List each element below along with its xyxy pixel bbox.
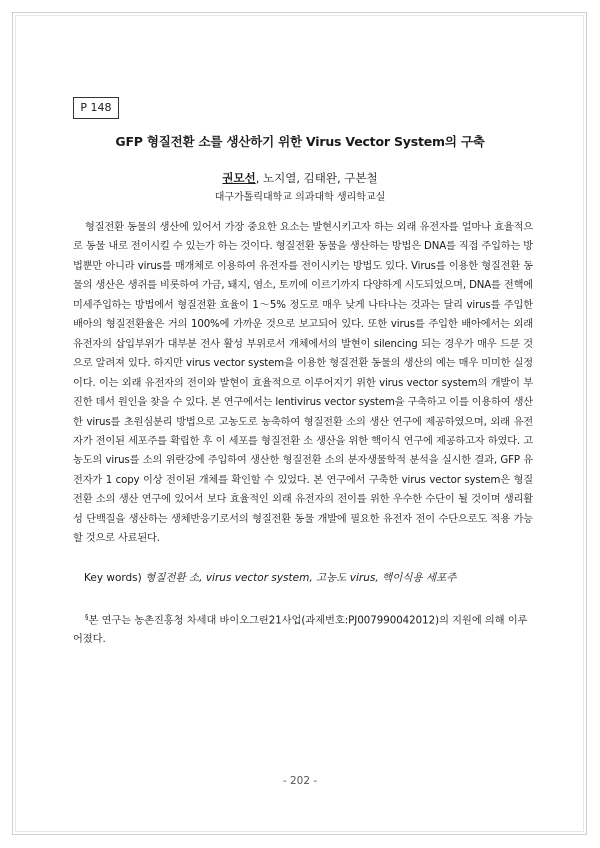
funding-footnote [73,608,533,649]
affiliation: 대구가톨릭대학교 의과대학 생리학교실 [214,192,386,203]
keywords-label: Key words) [84,572,146,584]
keywords-terms: 형질전환 소, virus vector system, 고농도 virus, 핵이식용 세포주 [145,572,457,584]
footnote-text: 본 연구는 농촌진흥청 차세대 바이오그린21사업(과제번호:PJ007990042012)의 지원에 의해 이루어졌다. [73,615,528,646]
co-authors: , 노지열, 김태완, 구본철 [255,171,378,185]
abstract-body: 형질전환 동물의 생산에 있어서 가장 중요한 요소는 발현시키고자 하는 외래 유전자를 얼마나 효율적으로 동물 내로 전이시킬 수 있는가 하는 것이다. 형질전환 동물을 생산하는 방법은 DNA를 직접 주입하는 방법뿐만 아니라 virus를 매개체로 이용하여 유전자를 전이시키는 방법도 있다. Virus를 이용한 형질전환 동물의 생산은 생쥐를 비롯하여 가금, 돼지, 염소, 토끼에 이르기까지 다양하게 시도되었으며, DNA를 전핵에 미세주입하는 방법에서 형질전환 효율이 1～5% 정도로 매우 낮게 나타나는 것과는 달리 virus를 주입한 배아의 형질전환율은 거의 100%에 가까운 것으로 보고되어 있다. 또한 virus를 주입한 배아에서는 외래 유전자의 삽입부위가 대부분 전사 활성 부위로서 개체에서의 발현이 silencing 되는 경우가 매우 드문 것으로 알려져 있다. 하지만 virus vector system을 이용한 형질전환 동물의 생산의 예는 매우 미미한 실정이다. 이는 외래 유전자의 전이와 발현이 효율적으로 이루어지기 위한 virus vector system의 개발이 부진한 데서 원인을 찾을 수 있다. 본 연구에서는 lentivirus vector system을 구축하고 이를 이용하여 생산한 virus를 초원심분리 방법으로 고농도로 농축하여 형질전환 소의 생산 연구에 제공하였으며, 외래 유전자가 전이된 세포주를 확립한 후 이 세포를 형질전환 소 생산을 위한 핵이식 연구에 제공하고자 하였다. 고농도의 virus를 소의 위란강에 주입하여 생산한 형질전환 소의 분자생물학적 분석을 실시한 결과, GFP 유전자가 1 copy 이상 전이된 개체를 확인할 수 있었다. 본 연구에서 구축한 virus vector system은 형질전환 소의 생산 연구에 있어서 보다 효율적인 외래 유전자의 전이를 위한 우수한 수단이 될 것이며 생리활성 단백질을 생산하는 생체반응기로서의 형질전환 동물 개발에 필요한 유전자 전이 수단으로도 적용 가능할 것으로 사료된다. [73,222,533,545]
paper-title: GFP 형질전환 소를 생산하기 위한 Virus Vector System의 구축 [115,134,485,149]
footnote-marker: § [85,613,89,621]
page-number: - 202 - [282,775,318,787]
keywords [84,570,534,585]
presenting-author: 권모선 [222,171,256,185]
poster-id-box: P 148 [73,97,119,119]
author-list [0,170,600,186]
